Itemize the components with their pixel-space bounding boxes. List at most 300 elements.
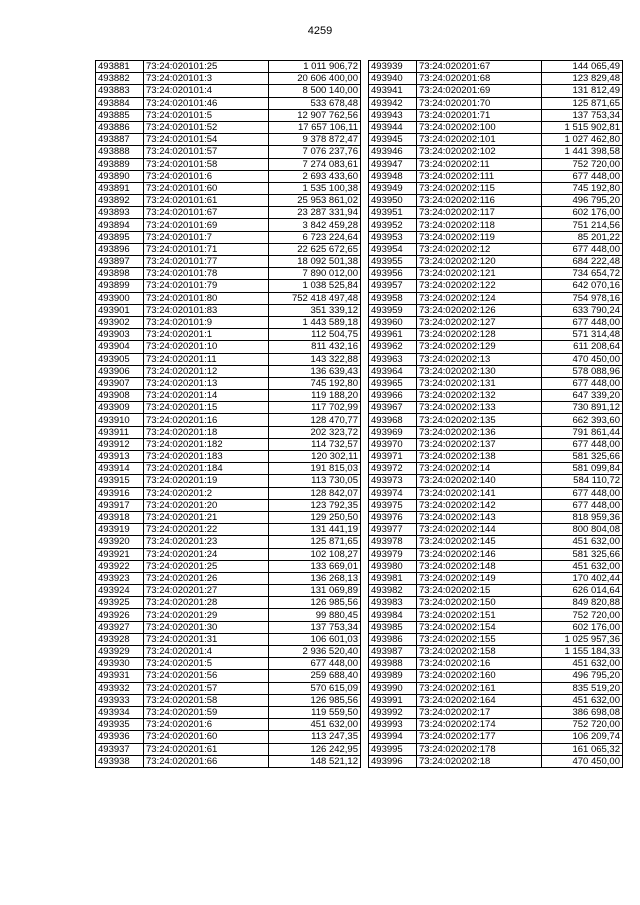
- table-row: [96, 414, 361, 426]
- table-row: [96, 670, 361, 682]
- row-number-cell: 493962: [369, 341, 417, 353]
- value-cell: 791 861,44: [542, 426, 623, 438]
- value-cell: 126 985,56: [269, 694, 361, 706]
- value-cell: 1 025 957,36: [542, 633, 623, 645]
- row-number-cell: 493889: [96, 158, 144, 170]
- row-number-cell: 493968: [369, 414, 417, 426]
- row-number-cell: 493921: [96, 548, 144, 560]
- table-row: [369, 365, 623, 377]
- row-number-cell: 493952: [369, 219, 417, 231]
- cadastral-number-cell: 73:24:020101:77: [144, 256, 269, 268]
- cadastral-number-cell: 73:24:020201:28: [144, 597, 269, 609]
- table-row: [369, 548, 623, 560]
- table-row: [369, 597, 623, 609]
- value-cell: 123 829,48: [542, 73, 623, 85]
- cadastral-number-cell: 73:24:020201:18: [144, 426, 269, 438]
- table-row: [369, 438, 623, 450]
- table-row: [369, 414, 623, 426]
- row-number-cell: 493984: [369, 609, 417, 621]
- cadastral-number-cell: 73:24:020201:19: [144, 475, 269, 487]
- cadastral-number-cell: 73:24:020201:56: [144, 670, 269, 682]
- cadastral-number-cell: 73:24:020202:115: [417, 182, 542, 194]
- row-number-cell: 493903: [96, 329, 144, 341]
- cadastral-number-cell: 73:24:020202:17: [417, 706, 542, 718]
- table-row: [369, 292, 623, 304]
- row-number-cell: 493892: [96, 195, 144, 207]
- cadastral-number-cell: 73:24:020201:14: [144, 390, 269, 402]
- row-number-cell: 493960: [369, 316, 417, 328]
- cadastral-number-cell: 73:24:020202:122: [417, 280, 542, 292]
- value-cell: 752 720,00: [542, 609, 623, 621]
- row-number-cell: 493924: [96, 585, 144, 597]
- row-number-cell: 493926: [96, 609, 144, 621]
- row-number-cell: 493916: [96, 487, 144, 499]
- cadastral-number-cell: 73:24:020201:61: [144, 743, 269, 755]
- cadastral-number-cell: 73:24:020101:69: [144, 219, 269, 231]
- row-number-cell: 493950: [369, 195, 417, 207]
- value-cell: 677 448,00: [542, 170, 623, 182]
- row-number-cell: 493988: [369, 658, 417, 670]
- table-row: [369, 353, 623, 365]
- value-cell: 754 978,16: [542, 292, 623, 304]
- cadastral-number-cell: 73:24:020202:18: [417, 755, 542, 767]
- table-row: [369, 731, 623, 743]
- table-row: [369, 499, 623, 511]
- table-row: [369, 268, 623, 280]
- value-cell: 533 678,48: [269, 97, 361, 109]
- value-cell: 131 069,89: [269, 585, 361, 597]
- cadastral-number-cell: 73:24:020201:21: [144, 511, 269, 523]
- row-number-cell: 493940: [369, 73, 417, 85]
- value-cell: 129 250,50: [269, 511, 361, 523]
- row-number-cell: 493904: [96, 341, 144, 353]
- value-cell: 800 804,08: [542, 524, 623, 536]
- row-number-cell: 493953: [369, 231, 417, 243]
- value-cell: 1 027 462,80: [542, 134, 623, 146]
- table-row: [96, 658, 361, 670]
- value-cell: 647 339,20: [542, 390, 623, 402]
- cadastral-number-cell: 73:24:020201:6: [144, 719, 269, 731]
- table-row: [96, 719, 361, 731]
- table-row: [369, 207, 623, 219]
- cadastral-number-cell: 73:24:020202:116: [417, 195, 542, 207]
- cadastral-number-cell: 73:24:020101:52: [144, 121, 269, 133]
- value-cell: 137 753,34: [269, 621, 361, 633]
- value-cell: 581 325,66: [542, 548, 623, 560]
- row-number-cell: 493933: [96, 694, 144, 706]
- table-row: [96, 256, 361, 268]
- value-cell: 106 209,74: [542, 731, 623, 743]
- table-row: [96, 341, 361, 353]
- table-row: [369, 658, 623, 670]
- row-number-cell: 493979: [369, 548, 417, 560]
- cadastral-number-cell: 73:24:020202:151: [417, 609, 542, 621]
- row-number-cell: 493935: [96, 719, 144, 731]
- value-cell: 677 448,00: [542, 499, 623, 511]
- row-number-cell: 493914: [96, 463, 144, 475]
- row-number-cell: 493987: [369, 646, 417, 658]
- cadastral-number-cell: 73:24:020101:4: [144, 85, 269, 97]
- cadastral-number-cell: 73:24:020101:57: [144, 146, 269, 158]
- table-row: [369, 755, 623, 767]
- cadastral-number-cell: 73:24:020201:4: [144, 646, 269, 658]
- value-cell: 752 720,00: [542, 719, 623, 731]
- row-number-cell: 493929: [96, 646, 144, 658]
- row-number-cell: 493894: [96, 219, 144, 231]
- cadastral-number-cell: 73:24:020201:13: [144, 377, 269, 389]
- table-row: [96, 524, 361, 536]
- row-number-cell: 493893: [96, 207, 144, 219]
- value-cell: 451 632,00: [542, 560, 623, 572]
- row-number-cell: 493993: [369, 719, 417, 731]
- row-number-cell: 493995: [369, 743, 417, 755]
- cadastral-number-cell: 73:24:020201:70: [417, 97, 542, 109]
- table-row: [369, 609, 623, 621]
- table-row: [96, 646, 361, 658]
- value-cell: 745 192,80: [542, 182, 623, 194]
- table-row: [369, 621, 623, 633]
- cadastral-number-cell: 73:24:020202:100: [417, 121, 542, 133]
- table-row: [96, 243, 361, 255]
- value-cell: 131 812,49: [542, 85, 623, 97]
- cadastral-number-cell: 73:24:020201:27: [144, 585, 269, 597]
- value-cell: 128 470,77: [269, 414, 361, 426]
- cadastral-number-cell: 73:24:020201:68: [417, 73, 542, 85]
- table-row: [369, 121, 623, 133]
- row-number-cell: 493902: [96, 316, 144, 328]
- row-number-cell: 493934: [96, 706, 144, 718]
- cadastral-number-cell: 73:24:020202:121: [417, 268, 542, 280]
- cadastral-number-cell: 73:24:020201:71: [417, 109, 542, 121]
- row-number-cell: 493936: [96, 731, 144, 743]
- table-row: [369, 109, 623, 121]
- table-row: [96, 195, 361, 207]
- cadastral-number-cell: 73:24:020101:80: [144, 292, 269, 304]
- cadastral-number-cell: 73:24:020201:2: [144, 487, 269, 499]
- table-row: [96, 621, 361, 633]
- cadastral-number-cell: 73:24:020202:155: [417, 633, 542, 645]
- cadastral-number-cell: 73:24:020101:9: [144, 316, 269, 328]
- value-cell: 1 155 184,33: [542, 646, 623, 658]
- row-number-cell: 493908: [96, 390, 144, 402]
- row-number-cell: 493931: [96, 670, 144, 682]
- value-cell: 1 011 906,72: [269, 61, 361, 73]
- cadastral-number-cell: 73:24:020202:118: [417, 219, 542, 231]
- cadastral-number-cell: 73:24:020101:54: [144, 134, 269, 146]
- table-row: [96, 304, 361, 316]
- table-row: [96, 182, 361, 194]
- cadastral-number-cell: 73:24:020202:12: [417, 243, 542, 255]
- table-row: [369, 170, 623, 182]
- value-cell: 144 065,49: [542, 61, 623, 73]
- value-cell: 570 615,09: [269, 682, 361, 694]
- value-cell: 835 519,20: [542, 682, 623, 694]
- cadastral-number-cell: 73:24:020101:58: [144, 158, 269, 170]
- row-number-cell: 493945: [369, 134, 417, 146]
- value-cell: 191 815,03: [269, 463, 361, 475]
- table-row: [96, 134, 361, 146]
- table-row: [369, 85, 623, 97]
- value-cell: 451 632,00: [542, 536, 623, 548]
- row-number-cell: 493955: [369, 256, 417, 268]
- table-row: [369, 560, 623, 572]
- cadastral-number-cell: 73:24:020202:117: [417, 207, 542, 219]
- cadastral-number-cell: 73:24:020201:69: [417, 85, 542, 97]
- value-cell: 120 302,11: [269, 451, 361, 463]
- row-number-cell: 493896: [96, 243, 144, 255]
- value-cell: 451 632,00: [542, 658, 623, 670]
- row-number-cell: 493891: [96, 182, 144, 194]
- row-number-cell: 493964: [369, 365, 417, 377]
- cadastral-number-cell: 73:24:020202:124: [417, 292, 542, 304]
- table-row: [96, 694, 361, 706]
- table-row: [369, 719, 623, 731]
- row-number-cell: 493918: [96, 511, 144, 523]
- table-row: [369, 377, 623, 389]
- table-row: [96, 268, 361, 280]
- value-cell: 1 443 589,18: [269, 316, 361, 328]
- value-cell: 20 606 400,00: [269, 73, 361, 85]
- value-cell: 677 448,00: [542, 316, 623, 328]
- value-cell: 25 953 861,02: [269, 195, 361, 207]
- value-cell: 818 959,36: [542, 511, 623, 523]
- cadastral-number-cell: 73:24:020201:22: [144, 524, 269, 536]
- cadastral-number-cell: 73:24:020202:130: [417, 365, 542, 377]
- value-cell: 581 325,66: [542, 451, 623, 463]
- row-number-cell: 493972: [369, 463, 417, 475]
- value-cell: 143 322,88: [269, 353, 361, 365]
- value-cell: 662 393,60: [542, 414, 623, 426]
- cadastral-number-cell: 73:24:020201:59: [144, 706, 269, 718]
- cadastral-number-cell: 73:24:020202:146: [417, 548, 542, 560]
- cadastral-number-cell: 73:24:020202:158: [417, 646, 542, 658]
- table-row: [369, 585, 623, 597]
- row-number-cell: 493895: [96, 231, 144, 243]
- table-row: [96, 511, 361, 523]
- table-row: [369, 390, 623, 402]
- table-row: [96, 97, 361, 109]
- value-cell: 7 274 083,61: [269, 158, 361, 170]
- value-cell: 677 448,00: [542, 487, 623, 499]
- table-row: [96, 365, 361, 377]
- value-cell: 1 038 525,84: [269, 280, 361, 292]
- row-number-cell: 493946: [369, 146, 417, 158]
- cadastral-number-cell: 73:24:020201:25: [144, 560, 269, 572]
- table-row: [369, 97, 623, 109]
- table-row: [369, 646, 623, 658]
- value-cell: 202 323,72: [269, 426, 361, 438]
- value-cell: 571 314,48: [542, 329, 623, 341]
- value-cell: 133 669,01: [269, 560, 361, 572]
- row-number-cell: 493928: [96, 633, 144, 645]
- value-cell: 642 070,16: [542, 280, 623, 292]
- row-number-cell: 493939: [369, 61, 417, 73]
- cadastral-number-cell: 73:24:020202:129: [417, 341, 542, 353]
- value-cell: 611 208,64: [542, 341, 623, 353]
- row-number-cell: 493983: [369, 597, 417, 609]
- table-row: [369, 134, 623, 146]
- row-number-cell: 493954: [369, 243, 417, 255]
- row-number-cell: 493885: [96, 109, 144, 121]
- table-row: [369, 195, 623, 207]
- cadastral-number-cell: 73:24:020202:126: [417, 304, 542, 316]
- row-number-cell: 493888: [96, 146, 144, 158]
- table-row: [369, 511, 623, 523]
- value-cell: 113 730,05: [269, 475, 361, 487]
- row-number-cell: 493910: [96, 414, 144, 426]
- cadastral-number-cell: 73:24:020202:119: [417, 231, 542, 243]
- table-row: [369, 743, 623, 755]
- cadastral-number-cell: 73:24:020202:178: [417, 743, 542, 755]
- cadastral-number-cell: 73:24:020202:141: [417, 487, 542, 499]
- value-cell: 117 702,99: [269, 402, 361, 414]
- table-row: [96, 329, 361, 341]
- row-number-cell: 493977: [369, 524, 417, 536]
- row-number-cell: 493919: [96, 524, 144, 536]
- cadastral-number-cell: 73:24:020202:136: [417, 426, 542, 438]
- table-row: [96, 280, 361, 292]
- value-cell: 584 110,72: [542, 475, 623, 487]
- value-cell: 161 065,32: [542, 743, 623, 755]
- value-cell: 811 432,16: [269, 341, 361, 353]
- cadastral-number-cell: 73:24:020201:30: [144, 621, 269, 633]
- cadastral-number-cell: 73:24:020201:183: [144, 451, 269, 463]
- cadastral-number-cell: 73:24:020201:20: [144, 499, 269, 511]
- value-cell: 2 693 433,60: [269, 170, 361, 182]
- row-number-cell: 493897: [96, 256, 144, 268]
- table-row: [369, 426, 623, 438]
- cadastral-number-cell: 73:24:020201:184: [144, 463, 269, 475]
- table-row: [96, 219, 361, 231]
- page-number: 4259: [307, 25, 333, 37]
- row-number-cell: 493966: [369, 390, 417, 402]
- cadastral-number-cell: 73:24:020201:58: [144, 694, 269, 706]
- row-number-cell: 493925: [96, 597, 144, 609]
- table-row: [369, 146, 623, 158]
- table-row: [96, 292, 361, 304]
- row-number-cell: 493994: [369, 731, 417, 743]
- cadastral-number-cell: 73:24:020202:137: [417, 438, 542, 450]
- table-row: [369, 243, 623, 255]
- value-cell: 136 639,43: [269, 365, 361, 377]
- row-number-cell: 493937: [96, 743, 144, 755]
- value-cell: 131 441,19: [269, 524, 361, 536]
- cadastral-number-cell: 73:24:020202:131: [417, 377, 542, 389]
- value-cell: 1 535 100,38: [269, 182, 361, 194]
- value-cell: 7 076 237,76: [269, 146, 361, 158]
- value-cell: 1 441 398,58: [542, 146, 623, 158]
- value-cell: 677 448,00: [542, 243, 623, 255]
- table-row: [96, 121, 361, 133]
- row-number-cell: 493947: [369, 158, 417, 170]
- table-row: [369, 329, 623, 341]
- table-row: [369, 475, 623, 487]
- cadastral-number-cell: 73:24:020202:142: [417, 499, 542, 511]
- value-cell: 119 559,50: [269, 706, 361, 718]
- cadastral-number-cell: 73:24:020201:31: [144, 633, 269, 645]
- value-cell: 137 753,34: [542, 109, 623, 121]
- cadastral-number-cell: 73:24:020202:101: [417, 134, 542, 146]
- table-row: [96, 597, 361, 609]
- table-row: [369, 694, 623, 706]
- table-row: [96, 109, 361, 121]
- value-cell: 9 378 872,47: [269, 134, 361, 146]
- value-cell: 386 698,08: [542, 706, 623, 718]
- cadastral-number-cell: 73:24:020202:128: [417, 329, 542, 341]
- row-number-cell: 493932: [96, 682, 144, 694]
- row-number-cell: 493991: [369, 694, 417, 706]
- table-row: [96, 158, 361, 170]
- cadastral-number-cell: 73:24:020101:71: [144, 243, 269, 255]
- table-row: [96, 682, 361, 694]
- cadastral-number-cell: 73:24:020201:182: [144, 438, 269, 450]
- value-cell: 126 242,95: [269, 743, 361, 755]
- table-row: [96, 61, 361, 73]
- right-register-table: [368, 60, 623, 768]
- table-row: [96, 755, 361, 767]
- cadastral-number-cell: 73:24:020201:67: [417, 61, 542, 73]
- value-cell: 677 448,00: [269, 658, 361, 670]
- cadastral-number-cell: 73:24:020202:133: [417, 402, 542, 414]
- table-row: [369, 633, 623, 645]
- row-number-cell: 493941: [369, 85, 417, 97]
- cadastral-number-cell: 73:24:020202:138: [417, 451, 542, 463]
- cadastral-number-cell: 73:24:020101:5: [144, 109, 269, 121]
- value-cell: 751 214,56: [542, 219, 623, 231]
- table-row: [96, 475, 361, 487]
- row-number-cell: 493887: [96, 134, 144, 146]
- value-cell: 6 723 224,64: [269, 231, 361, 243]
- row-number-cell: 493909: [96, 402, 144, 414]
- cadastral-number-cell: 73:24:020201:12: [144, 365, 269, 377]
- cadastral-number-cell: 73:24:020101:46: [144, 97, 269, 109]
- row-number-cell: 493890: [96, 170, 144, 182]
- value-cell: 125 871,65: [542, 97, 623, 109]
- row-number-cell: 493949: [369, 182, 417, 194]
- table-row: [96, 390, 361, 402]
- table-row: [96, 207, 361, 219]
- row-number-cell: 493930: [96, 658, 144, 670]
- cadastral-number-cell: 73:24:020201:66: [144, 755, 269, 767]
- value-cell: 633 790,24: [542, 304, 623, 316]
- table-row: [96, 487, 361, 499]
- table-row: [369, 487, 623, 499]
- row-number-cell: 493915: [96, 475, 144, 487]
- value-cell: 3 842 459,28: [269, 219, 361, 231]
- cadastral-number-cell: 73:24:020101:25: [144, 61, 269, 73]
- row-number-cell: 493976: [369, 511, 417, 523]
- row-number-cell: 493982: [369, 585, 417, 597]
- row-number-cell: 493900: [96, 292, 144, 304]
- value-cell: 849 820,88: [542, 597, 623, 609]
- value-cell: 684 222,48: [542, 256, 623, 268]
- value-cell: 677 448,00: [542, 438, 623, 450]
- table-row: [369, 341, 623, 353]
- table-row: [369, 670, 623, 682]
- cadastral-number-cell: 73:24:020201:57: [144, 682, 269, 694]
- table-row: [96, 73, 361, 85]
- cadastral-number-cell: 73:24:020101:79: [144, 280, 269, 292]
- cadastral-number-cell: 73:24:020201:16: [144, 414, 269, 426]
- value-cell: 602 176,00: [542, 207, 623, 219]
- value-cell: 106 601,03: [269, 633, 361, 645]
- table-row: [369, 280, 623, 292]
- table-row: [369, 182, 623, 194]
- cadastral-number-cell: 73:24:020202:140: [417, 475, 542, 487]
- row-number-cell: 493996: [369, 755, 417, 767]
- value-cell: 114 732,57: [269, 438, 361, 450]
- value-cell: 677 448,00: [542, 377, 623, 389]
